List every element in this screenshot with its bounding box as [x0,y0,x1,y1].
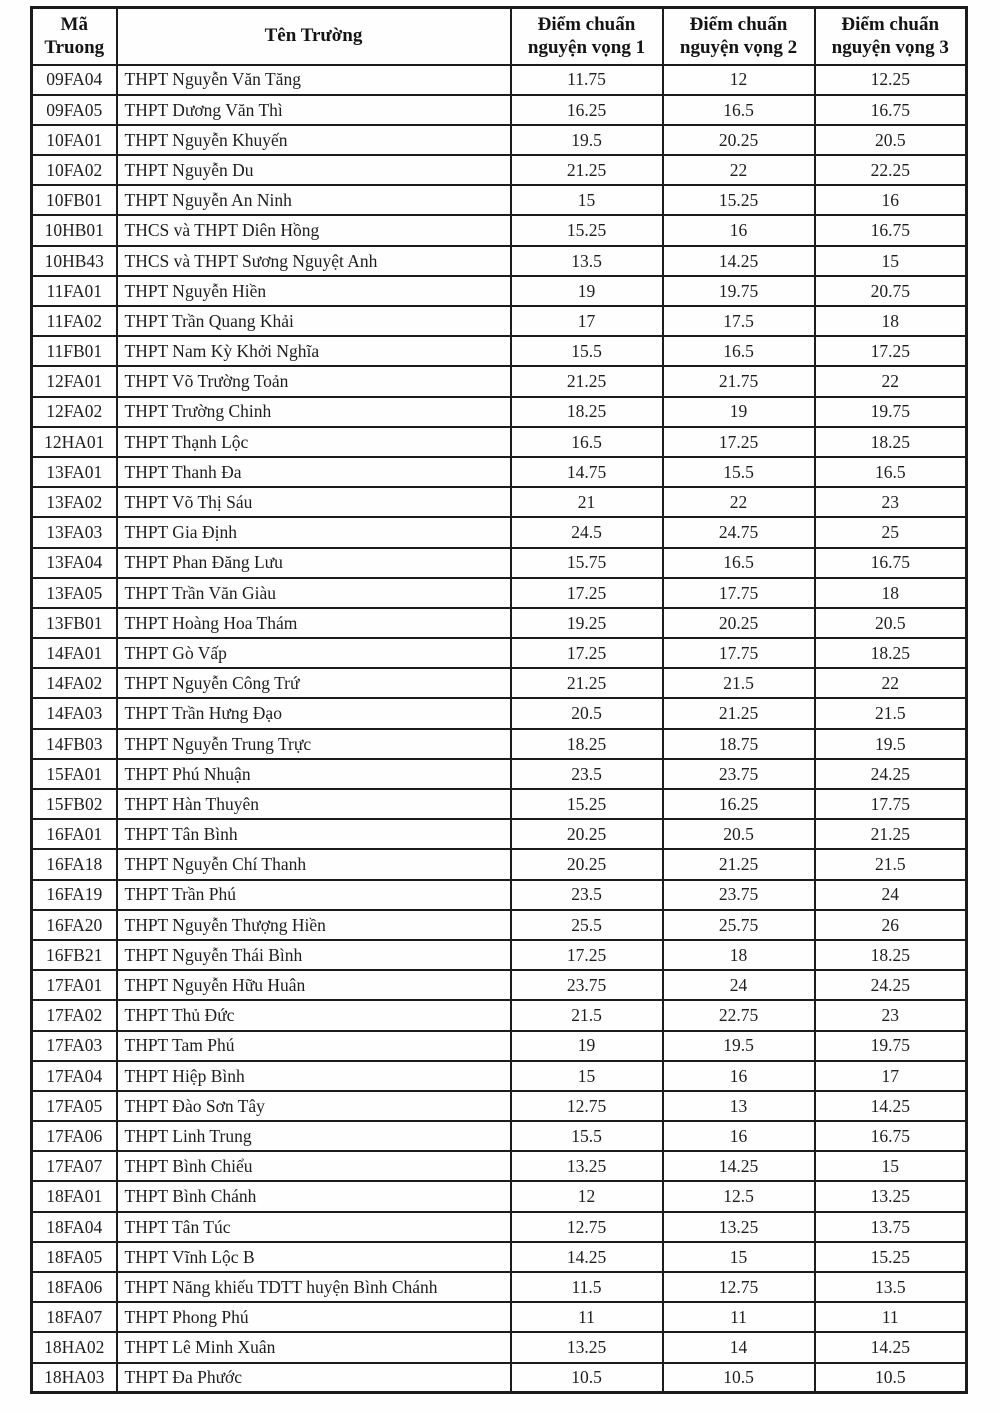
table-row [32,1302,967,1332]
cell-score-nv1: 14.25 [511,1242,663,1272]
cell-school-name: THCS và THPT Diên Hồng [117,215,511,245]
cell-score-nv3: 20.5 [815,608,967,638]
cell-school-code: 15FA01 [32,759,117,789]
cell-score-nv2: 22.75 [663,1000,815,1030]
cell-school-code: 11FB01 [32,336,117,366]
table-row [32,1031,967,1061]
cell-school-name: THPT Nguyễn Thượng Hiền [117,910,511,940]
table-row [32,970,967,1000]
cell-school-name: THPT Tân Túc [117,1212,511,1242]
cell-school-code: 14FA02 [32,668,117,698]
cell-score-nv2: 16 [663,1121,815,1151]
cell-score-nv3: 18 [815,306,967,336]
cell-school-name: THPT Hoàng Hoa Thám [117,608,511,638]
cell-school-code: 13FA01 [32,457,117,487]
cell-school-code: 10HB01 [32,215,117,245]
cell-score-nv1: 11.5 [511,1272,663,1302]
cell-score-nv3: 18.25 [815,427,967,457]
cell-score-nv1: 15 [511,185,663,215]
cell-school-name: THPT Nguyễn Trung Trực [117,729,511,759]
cell-score-nv1: 15.25 [511,789,663,819]
cell-score-nv3: 21.5 [815,849,967,879]
cell-score-nv1: 15.75 [511,548,663,578]
cell-school-code: 13FA02 [32,487,117,517]
cell-school-code: 13FA04 [32,548,117,578]
cell-score-nv3: 16.75 [815,548,967,578]
cell-score-nv2: 15.25 [663,185,815,215]
cell-school-name: THPT Thủ Đức [117,1000,511,1030]
cell-school-code: 10FA01 [32,125,117,155]
cell-school-code: 13FA03 [32,517,117,547]
cell-school-name: THPT Võ Thị Sáu [117,487,511,517]
cell-score-nv1: 15.5 [511,1121,663,1151]
cell-score-nv1: 17.25 [511,578,663,608]
table-row [32,1121,967,1151]
column-header-score-nv2: Điểm chuẩn nguyện vọng 2 [663,8,815,65]
column-header-score-nv3: Điểm chuẩn nguyện vọng 3 [815,8,967,65]
cell-score-nv2: 16.5 [663,95,815,125]
table-row [32,759,967,789]
table-row [32,1061,967,1091]
cell-school-code: 16FA18 [32,849,117,879]
cell-score-nv2: 12.75 [663,1272,815,1302]
cell-school-code: 13FB01 [32,608,117,638]
cell-score-nv3: 16.75 [815,1121,967,1151]
cell-score-nv3: 13.25 [815,1181,967,1211]
cell-score-nv3: 22 [815,668,967,698]
cell-score-nv1: 18.25 [511,729,663,759]
column-header-school-code: Mã Truong [32,8,117,65]
cell-score-nv3: 11 [815,1302,967,1332]
cell-score-nv1: 19 [511,276,663,306]
cell-score-nv2: 15.5 [663,457,815,487]
cell-score-nv3: 18.25 [815,638,967,668]
cell-school-name: THPT Nguyễn An Ninh [117,185,511,215]
cell-score-nv3: 24.25 [815,759,967,789]
cell-school-code: 10FB01 [32,185,117,215]
cell-score-nv3: 16 [815,185,967,215]
cell-school-name: THPT Nguyễn Chí Thanh [117,849,511,879]
cell-score-nv3: 25 [815,517,967,547]
table-row [32,65,967,95]
cell-score-nv2: 21.25 [663,849,815,879]
table-row [32,789,967,819]
cell-score-nv3: 23 [815,487,967,517]
table-row [32,246,967,276]
table-row [32,910,967,940]
table-row [32,578,967,608]
cell-score-nv2: 16 [663,1061,815,1091]
cell-score-nv3: 21.25 [815,819,967,849]
cell-school-code: 16FB21 [32,940,117,970]
cell-school-code: 14FB03 [32,729,117,759]
cell-school-code: 11FA02 [32,306,117,336]
cell-score-nv1: 19.25 [511,608,663,638]
cell-score-nv2: 18 [663,940,815,970]
table-row [32,1332,967,1362]
cell-score-nv2: 14 [663,1332,815,1362]
cell-school-code: 18FA07 [32,1302,117,1332]
table-row [32,940,967,970]
cell-score-nv1: 11.75 [511,65,663,95]
cell-school-name: THPT Tam Phú [117,1031,511,1061]
table-row [32,487,967,517]
table-body [32,65,967,1393]
cell-score-nv1: 13.5 [511,246,663,276]
cell-score-nv1: 20.5 [511,698,663,728]
cell-score-nv2: 21.25 [663,698,815,728]
cell-score-nv2: 16.25 [663,789,815,819]
cell-score-nv1: 23.5 [511,880,663,910]
cell-score-nv1: 13.25 [511,1332,663,1362]
cell-school-name: THPT Phong Phú [117,1302,511,1332]
cell-school-code: 10FA02 [32,155,117,185]
cell-school-code: 16FA01 [32,819,117,849]
cell-score-nv2: 17.75 [663,638,815,668]
table-row [32,819,967,849]
cell-score-nv3: 24 [815,880,967,910]
cell-school-code: 11FA01 [32,276,117,306]
cell-score-nv3: 20.75 [815,276,967,306]
cell-score-nv1: 20.25 [511,849,663,879]
cell-school-code: 09FA05 [32,95,117,125]
cell-school-name: THPT Trường Chinh [117,397,511,427]
cell-school-code: 17FA04 [32,1061,117,1091]
cell-score-nv1: 21.25 [511,668,663,698]
cell-school-name: THPT Đa Phước [117,1363,511,1393]
cell-score-nv2: 11 [663,1302,815,1332]
cell-school-name: THPT Nguyễn Hiền [117,276,511,306]
table-row [32,336,967,366]
cell-score-nv2: 12 [663,65,815,95]
cell-score-nv3: 19.75 [815,1031,967,1061]
table-row [32,849,967,879]
cell-school-name: THPT Trần Văn Giàu [117,578,511,608]
cell-school-code: 16FA20 [32,910,117,940]
cell-school-name: THPT Nguyễn Du [117,155,511,185]
cell-school-name: THPT Hiệp Bình [117,1061,511,1091]
cell-school-code: 17FA06 [32,1121,117,1151]
cell-score-nv3: 17 [815,1061,967,1091]
cell-score-nv2: 13 [663,1091,815,1121]
cell-school-code: 18FA04 [32,1212,117,1242]
cell-score-nv3: 14.25 [815,1091,967,1121]
cell-score-nv1: 17.25 [511,638,663,668]
cell-score-nv2: 17.75 [663,578,815,608]
table-row [32,1272,967,1302]
cell-score-nv1: 12.75 [511,1212,663,1242]
cell-school-code: 18FA06 [32,1272,117,1302]
table-row [32,880,967,910]
table-row [32,95,967,125]
table-row [32,638,967,668]
cell-score-nv3: 10.5 [815,1363,967,1393]
cell-score-nv1: 21.5 [511,1000,663,1030]
cell-school-name: THPT Hàn Thuyên [117,789,511,819]
cell-school-name: THPT Trần Hưng Đạo [117,698,511,728]
cell-school-name: THPT Trần Quang Khải [117,306,511,336]
cell-school-code: 17FA03 [32,1031,117,1061]
cell-school-name: THCS và THPT Sương Nguyệt Anh [117,246,511,276]
cell-score-nv1: 19 [511,1031,663,1061]
table-row [32,1151,967,1181]
cell-score-nv2: 10.5 [663,1363,815,1393]
table-row [32,1212,967,1242]
cell-score-nv1: 16.25 [511,95,663,125]
table-row [32,397,967,427]
cell-school-code: 13FA05 [32,578,117,608]
cell-school-name: THPT Đào Sơn Tây [117,1091,511,1121]
cell-score-nv1: 12 [511,1181,663,1211]
column-header-score-nv1: Điểm chuẩn nguyện vọng 1 [511,8,663,65]
cell-score-nv3: 15 [815,1151,967,1181]
cell-score-nv2: 14.25 [663,246,815,276]
table-row [32,1242,967,1272]
cell-school-name: THPT Phú Nhuận [117,759,511,789]
cell-score-nv2: 21.75 [663,366,815,396]
cell-school-name: THPT Nguyễn Khuyến [117,125,511,155]
cell-score-nv2: 22 [663,155,815,185]
cell-score-nv3: 23 [815,1000,967,1030]
cell-score-nv3: 15.25 [815,1242,967,1272]
table-row [32,276,967,306]
cell-score-nv3: 21.5 [815,698,967,728]
cell-school-name: THPT Trần Phú [117,880,511,910]
cell-school-name: THPT Bình Chiểu [117,1151,511,1181]
cell-score-nv3: 16.75 [815,95,967,125]
cell-score-nv2: 19.75 [663,276,815,306]
cell-school-code: 18HA03 [32,1363,117,1393]
cell-school-code: 17FA07 [32,1151,117,1181]
cell-score-nv1: 25.5 [511,910,663,940]
cell-score-nv1: 17 [511,306,663,336]
cell-school-code: 16FA19 [32,880,117,910]
cell-school-name: THPT Võ Trường Toản [117,366,511,396]
cell-school-name: THPT Nguyễn Công Trứ [117,668,511,698]
table-row [32,1091,967,1121]
cell-score-nv2: 19.5 [663,1031,815,1061]
cell-score-nv1: 21.25 [511,366,663,396]
table-row [32,729,967,759]
table-row [32,668,967,698]
cell-score-nv3: 19.75 [815,397,967,427]
cell-school-name: THPT Bình Chánh [117,1181,511,1211]
cell-score-nv3: 26 [815,910,967,940]
cell-school-name: THPT Thạnh Lộc [117,427,511,457]
cell-school-code: 18FA05 [32,1242,117,1272]
cell-school-name: THPT Phan Đăng Lưu [117,548,511,578]
cell-score-nv3: 18 [815,578,967,608]
cell-school-name: THPT Gia Định [117,517,511,547]
cell-school-name: THPT Nguyễn Hữu Huân [117,970,511,1000]
cell-score-nv1: 19.5 [511,125,663,155]
cell-school-name: THPT Gò Vấp [117,638,511,668]
cell-school-code: 12HA01 [32,427,117,457]
cell-school-code: 17FA01 [32,970,117,1000]
cell-score-nv2: 18.75 [663,729,815,759]
cell-score-nv2: 20.25 [663,125,815,155]
cell-score-nv3: 13.5 [815,1272,967,1302]
cell-score-nv1: 12.75 [511,1091,663,1121]
cell-score-nv2: 16.5 [663,548,815,578]
cell-school-name: THPT Nguyễn Văn Tăng [117,65,511,95]
table-row [32,185,967,215]
cell-school-code: 14FA01 [32,638,117,668]
cell-score-nv3: 16.5 [815,457,967,487]
cell-score-nv3: 12.25 [815,65,967,95]
cell-score-nv2: 21.5 [663,668,815,698]
table-row [32,608,967,638]
cell-score-nv1: 17.25 [511,940,663,970]
cell-score-nv2: 16.5 [663,336,815,366]
cell-score-nv1: 23.5 [511,759,663,789]
column-header-school-name: Tên Trường [117,8,511,65]
cell-school-code: 15FB02 [32,789,117,819]
table-row [32,125,967,155]
cell-score-nv3: 18.25 [815,940,967,970]
cell-score-nv3: 15 [815,246,967,276]
cell-school-code: 18HA02 [32,1332,117,1362]
cell-score-nv3: 22.25 [815,155,967,185]
cell-score-nv2: 13.25 [663,1212,815,1242]
cell-school-name: THPT Tân Bình [117,819,511,849]
cell-school-code: 14FA03 [32,698,117,728]
admission-scores-table [30,6,968,1394]
table-row [32,366,967,396]
cell-score-nv2: 23.75 [663,880,815,910]
cell-score-nv1: 15.25 [511,215,663,245]
cell-score-nv2: 14.25 [663,1151,815,1181]
cell-score-nv1: 10.5 [511,1363,663,1393]
cell-school-code: 10HB43 [32,246,117,276]
cell-score-nv2: 17.5 [663,306,815,336]
cell-school-code: 17FA02 [32,1000,117,1030]
cell-school-name: THPT Năng khiếu TDTT huyện Bình Chánh [117,1272,511,1302]
cell-score-nv2: 22 [663,487,815,517]
cell-score-nv1: 21.25 [511,155,663,185]
cell-school-name: THPT Vĩnh Lộc B [117,1242,511,1272]
cell-score-nv3: 13.75 [815,1212,967,1242]
cell-score-nv2: 19 [663,397,815,427]
table-row [32,1181,967,1211]
cell-score-nv2: 15 [663,1242,815,1272]
cell-score-nv1: 15.5 [511,336,663,366]
cell-score-nv2: 16 [663,215,815,245]
cell-score-nv3: 20.5 [815,125,967,155]
cell-score-nv2: 12.5 [663,1181,815,1211]
cell-score-nv1: 14.75 [511,457,663,487]
cell-school-name: THPT Nguyễn Thái Bình [117,940,511,970]
cell-school-code: 09FA04 [32,65,117,95]
cell-score-nv2: 24.75 [663,517,815,547]
cell-score-nv1: 13.25 [511,1151,663,1181]
cell-score-nv2: 24 [663,970,815,1000]
cell-score-nv1: 20.25 [511,819,663,849]
cell-school-name: THPT Nam Kỳ Khởi Nghĩa [117,336,511,366]
cell-school-code: 12FA01 [32,366,117,396]
table-row [32,1363,967,1393]
table-row [32,698,967,728]
cell-score-nv3: 16.75 [815,215,967,245]
cell-score-nv1: 15 [511,1061,663,1091]
cell-school-name: THPT Thanh Đa [117,457,511,487]
cell-score-nv2: 17.25 [663,427,815,457]
cell-score-nv3: 14.25 [815,1332,967,1362]
cell-school-name: THPT Linh Trung [117,1121,511,1151]
cell-school-name: THPT Dương Văn Thì [117,95,511,125]
table-row [32,306,967,336]
cell-score-nv3: 22 [815,366,967,396]
cell-score-nv3: 24.25 [815,970,967,1000]
cell-score-nv1: 16.5 [511,427,663,457]
table-row [32,215,967,245]
cell-score-nv1: 23.75 [511,970,663,1000]
table-row [32,457,967,487]
table-row [32,1000,967,1030]
cell-score-nv2: 25.75 [663,910,815,940]
cell-score-nv2: 23.75 [663,759,815,789]
cell-score-nv3: 17.25 [815,336,967,366]
header-row [32,8,967,65]
cell-score-nv3: 17.75 [815,789,967,819]
cell-score-nv1: 18.25 [511,397,663,427]
table-row [32,548,967,578]
cell-score-nv3: 19.5 [815,729,967,759]
cell-score-nv1: 11 [511,1302,663,1332]
cell-score-nv2: 20.25 [663,608,815,638]
cell-score-nv1: 24.5 [511,517,663,547]
table-row [32,427,967,457]
cell-score-nv1: 21 [511,487,663,517]
cell-school-code: 18FA01 [32,1181,117,1211]
table-row [32,155,967,185]
cell-score-nv2: 20.5 [663,819,815,849]
cell-school-code: 12FA02 [32,397,117,427]
table-row [32,517,967,547]
cell-school-name: THPT Lê Minh Xuân [117,1332,511,1362]
cell-school-code: 17FA05 [32,1091,117,1121]
